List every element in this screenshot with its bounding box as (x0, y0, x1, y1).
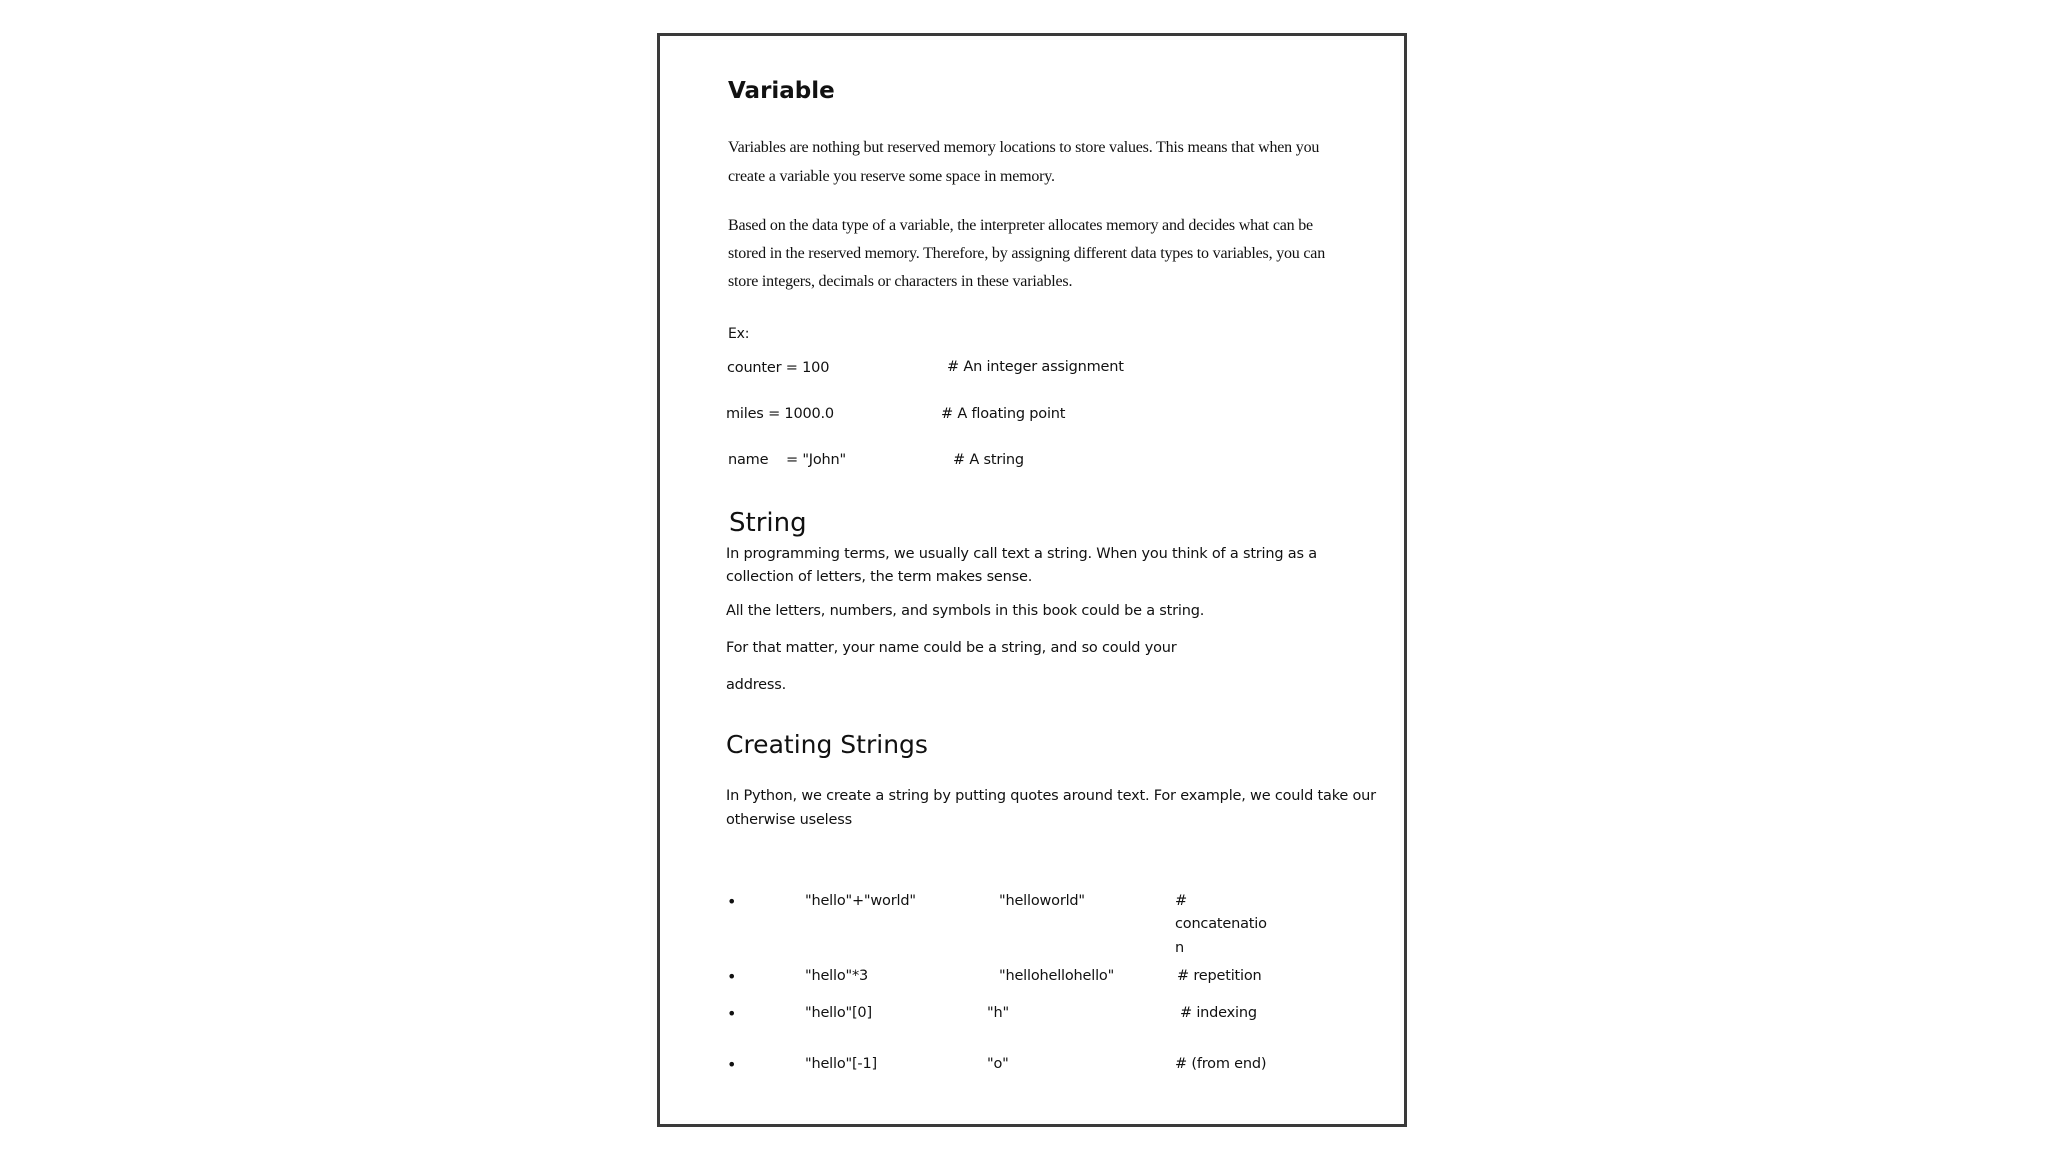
string-line3: All the letters, numbers, and symbols in this book could be a string. (726, 603, 1205, 619)
string-line1: In programming terms, we usually call text a string. When you think of a string as a (726, 546, 1317, 562)
bullet-icon: • (727, 1055, 737, 1074)
example-code: counter = 100 (727, 360, 830, 376)
creating-line2: otherwise useless (726, 812, 852, 828)
variable-para1-line1: Variables are nothing but reserved memory locations to store values. This means that when you (728, 139, 1320, 156)
example-code: name = "John" (728, 452, 846, 468)
row-comment: # (1175, 893, 1187, 909)
row-comment: n (1175, 940, 1184, 956)
variable-para2-line1: Based on the data type of a variable, the interpreter allocates memory and decides what can be (728, 217, 1313, 234)
row-expression: "hello"[-1] (805, 1056, 877, 1072)
row-result: "h" (987, 1005, 1009, 1021)
example-code: miles = 1000.0 (726, 406, 834, 422)
row-expression: "hello"[0] (805, 1005, 872, 1021)
variable-heading: Variable (728, 78, 835, 104)
example-comment: # A string (953, 452, 1024, 468)
bullet-icon: • (727, 967, 737, 986)
row-result: "hellohellohello" (999, 968, 1115, 984)
row-result: "o" (987, 1056, 1009, 1072)
bullet-icon: • (727, 1004, 737, 1023)
document-page (657, 33, 1407, 1127)
row-expression: "hello"*3 (805, 968, 869, 984)
string-line4: For that matter, your name could be a string, and so could your (726, 640, 1177, 656)
bullet-icon: • (727, 892, 737, 911)
row-result: "helloworld" (999, 893, 1085, 909)
row-comment: # (from end) (1175, 1056, 1267, 1072)
string-heading: String (729, 508, 807, 538)
row-comment: concatenatio (1175, 916, 1267, 932)
row-expression: "hello"+"world" (805, 893, 916, 909)
variable-para2-line3: store integers, decimals or characters in these variables. (728, 273, 1073, 290)
string-line5: address. (726, 677, 786, 693)
example-comment: # A floating point (941, 406, 1066, 422)
variable-para1-line2: create a variable you reserve some space in memory. (728, 168, 1055, 185)
variable-para2-line2: stored in the reserved memory. Therefore, by assigning different data types to variables, you can (728, 245, 1325, 262)
row-comment: # repetition (1177, 968, 1262, 984)
row-comment: # indexing (1180, 1005, 1257, 1021)
creating-line1: In Python, we create a string by putting quotes around text. For example, we could take our (726, 788, 1376, 804)
string-line2: collection of letters, the term makes sense. (726, 569, 1033, 585)
creating-strings-heading: Creating Strings (726, 730, 928, 759)
example-comment: # An integer assignment (947, 359, 1124, 375)
ex-label: Ex: (728, 326, 750, 342)
